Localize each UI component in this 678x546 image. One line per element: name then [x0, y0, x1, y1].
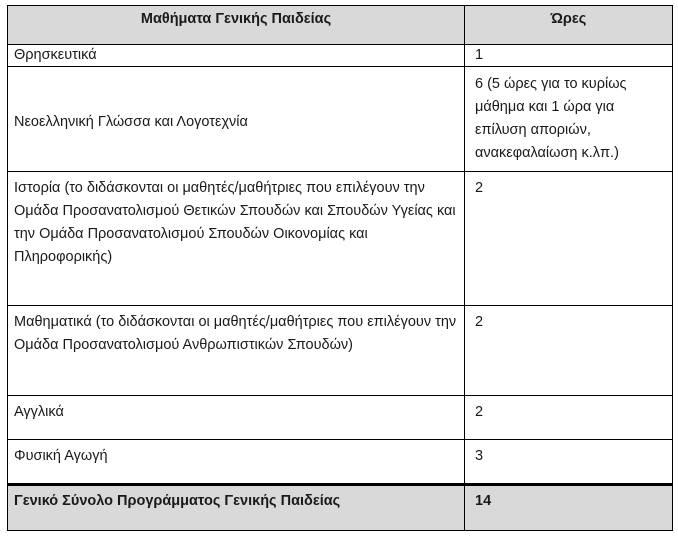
- subject-cell: Αγγλικά: [8, 396, 465, 440]
- table-row: [8, 306, 673, 396]
- subject-cell: Θρησκευτικά: [8, 45, 465, 67]
- hours-cell: 6 (5 ώρες για το κυρίως μάθημα και 1 ώρα για επίλυση αποριών, ανακεφαλαίωση κ.λπ.): [465, 67, 673, 172]
- hours-cell: 2: [465, 172, 673, 306]
- table-row: [8, 396, 673, 440]
- table-header-row: [8, 6, 673, 45]
- total-label: Γενικό Σύνολο Προγράμματος Γενικής Παιδείας: [8, 485, 465, 531]
- total-hours: 14: [465, 485, 673, 531]
- column-header-subjects: Μαθήματα Γενικής Παιδείας: [8, 6, 465, 45]
- hours-cell: 2: [465, 396, 673, 440]
- hours-cell: 3: [465, 440, 673, 485]
- general-education-table: [7, 5, 673, 531]
- table-row: [8, 67, 673, 172]
- hours-cell: 1: [465, 45, 673, 67]
- subject-cell: Μαθηματικά (το διδάσκονται οι μαθητές/μαθήτριες που επιλέγουν την Ομάδα Προσανατολισμού Ανθρωπιστικών Σπουδών): [8, 306, 465, 396]
- hours-cell: 2: [465, 306, 673, 396]
- subject-cell: Φυσική Αγωγή: [8, 440, 465, 485]
- table-row: [8, 440, 673, 485]
- subject-cell: Νεοελληνική Γλώσσα και Λογοτεχνία: [8, 67, 465, 172]
- total-row: [8, 485, 673, 531]
- column-header-hours: Ώρες: [465, 6, 673, 45]
- table-row: [8, 45, 673, 67]
- subject-cell: Ιστορία (το διδάσκονται οι μαθητές/μαθήτριες που επιλέγουν την Ομάδα Προσανατολισμού Θετικών Σπουδών και Σπουδών Υγείας και την Ομάδα Προσανατολισμού Σπουδών Οικονομίας και Πληροφορικής): [8, 172, 465, 306]
- table-row: [8, 172, 673, 306]
